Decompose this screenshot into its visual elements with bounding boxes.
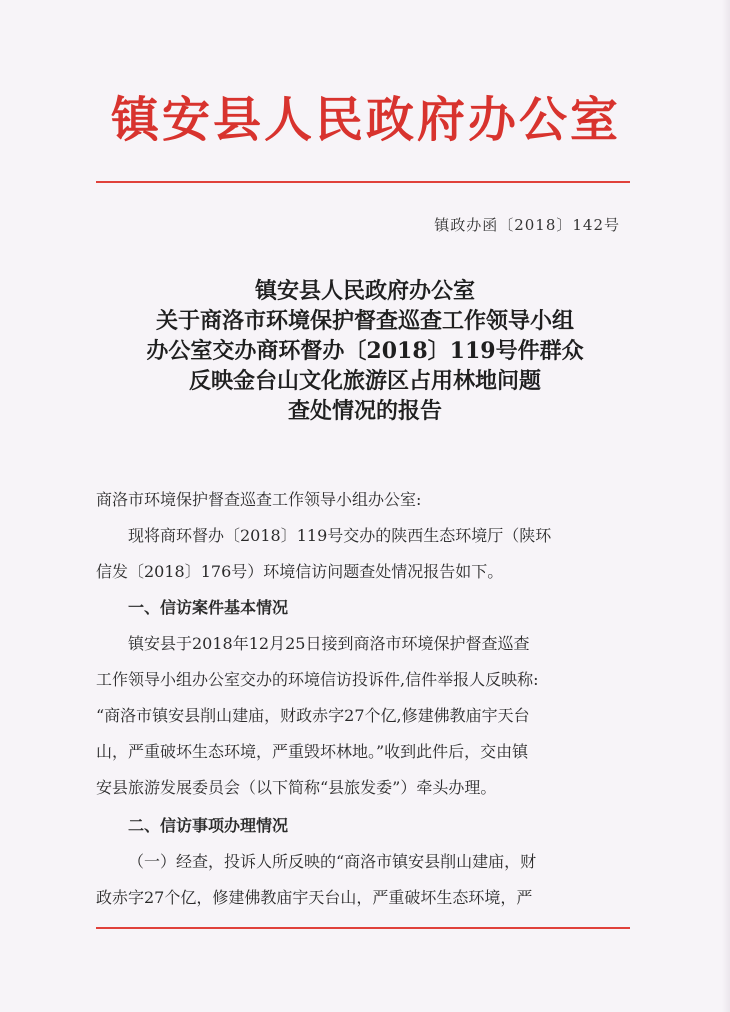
report-title xyxy=(70,276,660,426)
case-basic-paragraph xyxy=(96,626,636,806)
report-title-line: 镇安县人民政府办公室 xyxy=(254,278,475,304)
report-title-line: 反映金台山文化旅游区占用林地问题 xyxy=(188,368,541,394)
paragraph-line: 现将商环督办〔2018〕119号交办的陕西生态环境厅（陕环 xyxy=(128,526,552,545)
section-heading-1: 一、信访案件基本情况 xyxy=(128,598,289,617)
intro-paragraph xyxy=(96,518,636,590)
report-title-line: 关于商洛市环境保护督查巡查工作领导小组 xyxy=(155,308,574,334)
red-header-divider xyxy=(96,181,630,183)
report-title-line: 办公室交办商环督办〔2018〕119号件群众 xyxy=(146,338,584,364)
paragraph-line: 安县旅游发展委员会（以下简称“县旅发委”）牵头办理。 xyxy=(96,778,497,797)
section-heading-2: 二、信访事项办理情况 xyxy=(128,816,289,835)
report-title-line: 查处情况的报告 xyxy=(287,398,442,424)
red-footer-divider xyxy=(96,927,630,929)
handling-paragraph xyxy=(96,844,636,916)
paragraph-line: 政赤字27个亿，修建佛教庙宇天台山，严重破坏生态环境，严 xyxy=(96,888,533,907)
paragraph-line: 信发〔2018〕176号）环境信访问题查处情况报告如下。 xyxy=(96,562,504,581)
document-number: 镇政办函〔2018〕142号 xyxy=(434,216,620,234)
recipient-line: 商洛市环境保护督查巡查工作领导小组办公室: xyxy=(96,490,422,509)
issuing-office-title: 镇安县人民政府办公室 xyxy=(110,92,621,148)
paragraph-line: “商洛市镇安县削山建庙，财政赤字27个亿,修建佛教庙宇天台 xyxy=(96,706,530,725)
paragraph-line: 镇安县于2018年12月25日接到商洛市环境保护督查巡查 xyxy=(128,634,530,653)
page-edge-shadow xyxy=(722,0,730,1012)
paragraph-line: 工作领导小组办公室交办的环境信访投诉件,信件举报人反映称: xyxy=(96,670,539,689)
paragraph-line: （一）经查，投诉人所反映的“商洛市镇安县削山建庙，财 xyxy=(128,852,537,871)
paragraph-line: 山，严重破坏生态环境，严重毁坏林地。”收到此件后，交由镇 xyxy=(96,742,529,761)
